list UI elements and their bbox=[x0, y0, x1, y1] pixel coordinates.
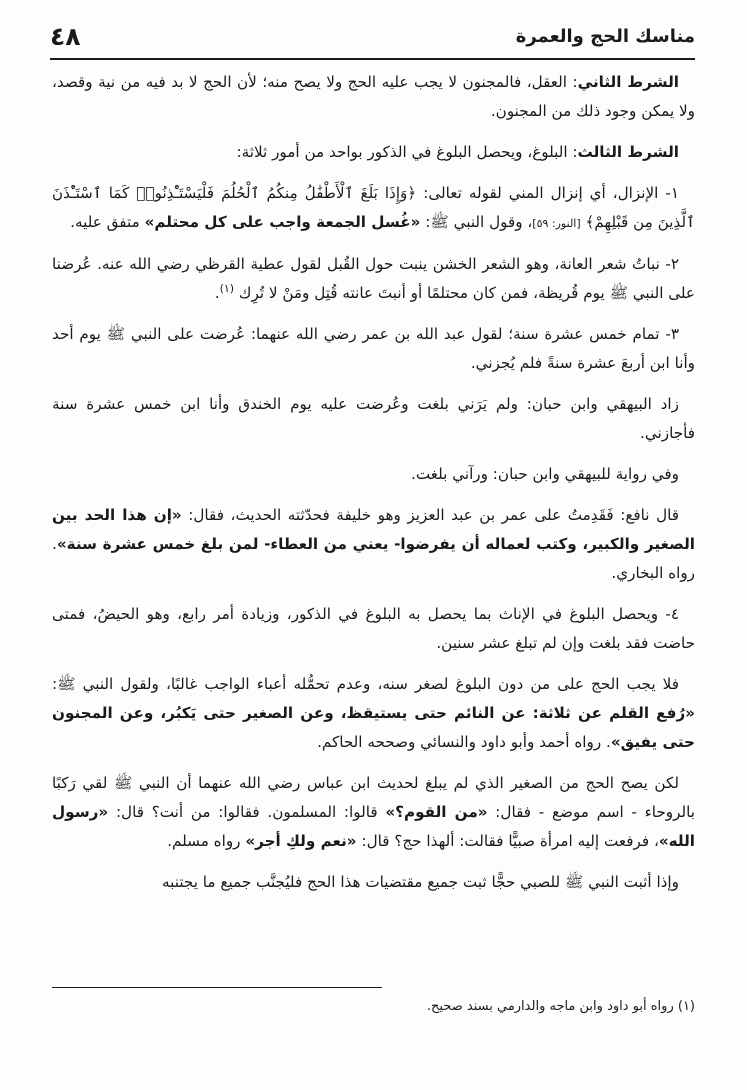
paragraph-child-hajj bbox=[52, 769, 695, 856]
paragraph-puberty-3 bbox=[52, 320, 695, 378]
child-hajj-seg2: قالوا: المسلمون. فقالوا: من أنت؟ قال: bbox=[115, 803, 378, 821]
conclusion-text: وإذا أثبت النبي ﷺ للصبي حجًّا ثبت جميع مقتضيات هذا الحج فليُجنَّب جميع ما يجتنبه bbox=[162, 873, 679, 891]
condition-3-label: الشرط الثالث bbox=[577, 143, 679, 161]
condition-2-text: : العقل، فالمجنون لا يجب عليه الحج ولا يصح منه؛ لأن الحج لا بد فيه من نية وقصد، ولا يمكن وجود ذلك من المجنون. bbox=[52, 73, 695, 120]
no-obligation-tail: . رواه أحمد وأبو داود والنسائي وصححه الحاكم. bbox=[317, 733, 611, 751]
footnote-divider bbox=[52, 987, 382, 988]
page-header bbox=[50, 18, 695, 60]
quran-verse: ﴿وَإِذَا بَلَغَ ٱلْأَطْفَٰلُ مِنكُمُ ٱلْحُلُمَ فَلْيَسْتَـْٔذِنُوا۟ كَمَا ٱسْتَـْٔذَنَ ٱلَّذِينَ مِن قَبْلِهِمْ﴾ bbox=[52, 184, 695, 231]
hadith-messenger: «رسول الله» bbox=[52, 803, 695, 850]
bayhaqi-narration-text: وفي رواية للبيهقي وابن حبان: ورآني بلغت. bbox=[411, 465, 679, 483]
paragraph-no-obligation bbox=[52, 670, 695, 757]
puberty-3-text: ٣- تمام خمس عشرة سنة؛ لقول عبد الله بن عمر رضي الله عنهما: عُرضت على النبي ﷺ يوم أحد وأنا ابن أربعَ عشرة سنةً فلم يُجزني. bbox=[52, 325, 695, 372]
footnote-marker[interactable]: (١) bbox=[219, 281, 235, 295]
child-hajj-seg4: رواه مسلم. bbox=[167, 832, 241, 850]
paragraph-bayhaqi-narration bbox=[52, 460, 695, 489]
hadith-nafi: «إن هذا الحد بين الصغير والكبير، وكتب لعماله أن يفرضوا- يعني من العطاء- لمن بلغ خمس عشرة سنة» bbox=[52, 506, 695, 553]
paragraph-nafi bbox=[52, 501, 695, 588]
paragraph-conclusion bbox=[52, 868, 695, 897]
paragraph-bayhaqi-addition bbox=[52, 390, 695, 448]
hadith-yes-reward: «نعم ولكِ أجر» bbox=[245, 832, 357, 850]
puberty-1-tail: متفق عليه. bbox=[70, 213, 140, 231]
bayhaqi-addition-text: زاد البيهقي وابن حبان: ولم يَرَني بلغت وعُرضت عليه يوم الخندق وأنا ابن خمس عشرة سنة فأجازني. bbox=[52, 395, 695, 442]
puberty-1-lead: ١- الإنزال، أي إنزال المني لقوله تعالى: bbox=[423, 184, 679, 202]
puberty-4-text: ٤- ويحصل البلوغ في الإناث بما يحصل به البلوغ في الذكور، وزيادة أمر رابع، وهو الحيضُ، فمتى حاضت فقد بلغت وإن لم تبلغ عشر سنين. bbox=[52, 605, 695, 652]
condition-3-text: : البلوغ، ويحصل البلوغ في الذكور بواحد من أمور ثلاثة: bbox=[236, 143, 578, 161]
paragraph-puberty-2: ٢- نباتُ شعر العانة، وهو الشعر الخشن ينبت حول القُبل لقول عطية القرظي رضي الله عنه. عُرضنا على النبي ﷺ يوم قُريظة، فمن كان محتلمًا أو أنبتَ عانته قُتِل ومَنْ لا تُرِك $^{(١)}$. bbox=[52, 255, 695, 302]
child-hajj-seg1: لكن يصح الحج من الصغير الذي لم يبلغ لحديث ابن عباس رضي الله عنهما أن النبي ﷺ لقي رَكبًا بالروحاء - اسم موضع - فقال: bbox=[52, 774, 695, 821]
paragraph-condition-2 bbox=[52, 68, 695, 126]
hadith-ghusl: «غُسل الجمعة واجب على كل محتلم» bbox=[144, 213, 421, 231]
no-obligation-lead: فلا يجب الحج على من دون البلوغ لصغر سنه، وعدم تحمُّله أعباء الواجب غالبًا، ولقول النبي ﷺ: bbox=[52, 675, 679, 693]
child-hajj-seg3: ، فرفعت إليه امرأة صبيًّا فقالت: ألهذا حج؟ قال: bbox=[361, 832, 659, 850]
puberty-1-mid: ، وقول النبي ﷺ: bbox=[425, 213, 533, 231]
paragraph-puberty-1 bbox=[52, 179, 695, 238]
hadith-who-are-you: «من القوم؟» bbox=[385, 803, 488, 821]
verse-reference: [النور: ٥٩] bbox=[532, 217, 581, 230]
footnote: (١) رواه أبو داود وابن ماجه والدارمي بسند صحيح. bbox=[426, 999, 695, 1014]
running-title: مناسك الحج والعمرة bbox=[515, 26, 695, 47]
body-text bbox=[52, 68, 695, 909]
nafi-tail: . رواه البخاري. bbox=[52, 535, 695, 582]
nafi-lead: قال نافع: فَقَدِمتُ على عمر بن عبد العزيز وهو خليفة فحدّثته الحديث، فقال: bbox=[188, 506, 679, 524]
condition-2-label: الشرط الثاني bbox=[577, 73, 679, 91]
puberty-2-text: ٢- نباتُ شعر العانة، وهو الشعر الخشن ينبت حول القُبل لقول عطية القرظي رضي الله عنه. عُرضنا على النبي ﷺ يوم قُريظة، فمن كان محتلمًا أو أنبتَ عانته قُتِل ومَنْ لا تُرِك bbox=[52, 255, 695, 302]
page-number: ٤٨ bbox=[50, 22, 81, 51]
paragraph-puberty-4 bbox=[52, 600, 695, 658]
paragraph-condition-3 bbox=[52, 138, 695, 167]
hadith-pen-lifted: «رُفع القلم عن ثلاثة: عن النائم حتى يستيقظ، وعن الصغير حتى يَكبُر، وعن المجنون حتى يفيق» bbox=[52, 704, 695, 751]
